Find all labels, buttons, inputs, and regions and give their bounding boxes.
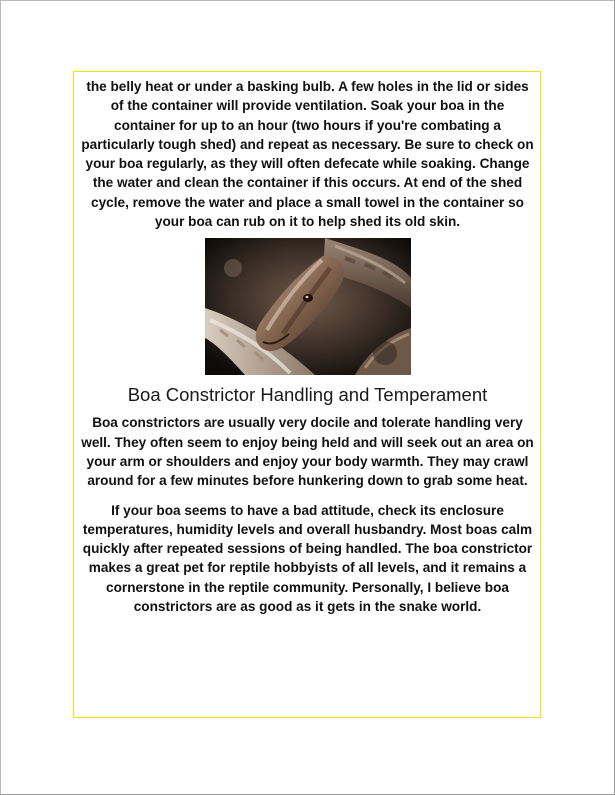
boa-constrictor-photo bbox=[205, 238, 411, 375]
section-heading: Boa Constrictor Handling and Temperament bbox=[127, 384, 488, 406]
intro-paragraph: the belly heat or under a basking bulb. A few holes in the lid or sides of the container will provide ventilation. Soak your boa in the container for up to an hour (two hours if you're combating a particularly tough shed) and repeat as necessary. Be sure to check on your boa regularly, as they will often defecate while soaking. Change the water and clean the container if this occurs. At end of the shed cycle, remove the water and place a small towel in the container so your boa can rub on it to help shed its old skin. bbox=[81, 79, 534, 230]
temperament-paragraph: If your boa seems to have a bad attitude, check its enclosure temperatures, humidity levels and overall husbandry. Most boas calm quickly after repeated sessions of being handled. The boa constrictor makes a great pet for reptile hobbyists of all levels, and it remains a cornerstone in the reptile community. Personally, I believe boa constrictors are as good as it gets in the snake world. bbox=[82, 502, 533, 615]
handling-paragraph: Boa constrictors are usually very docile and tolerate handling very well. They often seem to enjoy being held and will seek out an area on your arm or shoulders and enjoy your body warmth. They may crawl around for a few minutes before hunkering down to grab some heat. bbox=[81, 415, 534, 489]
page-content bbox=[81, 77, 534, 616]
